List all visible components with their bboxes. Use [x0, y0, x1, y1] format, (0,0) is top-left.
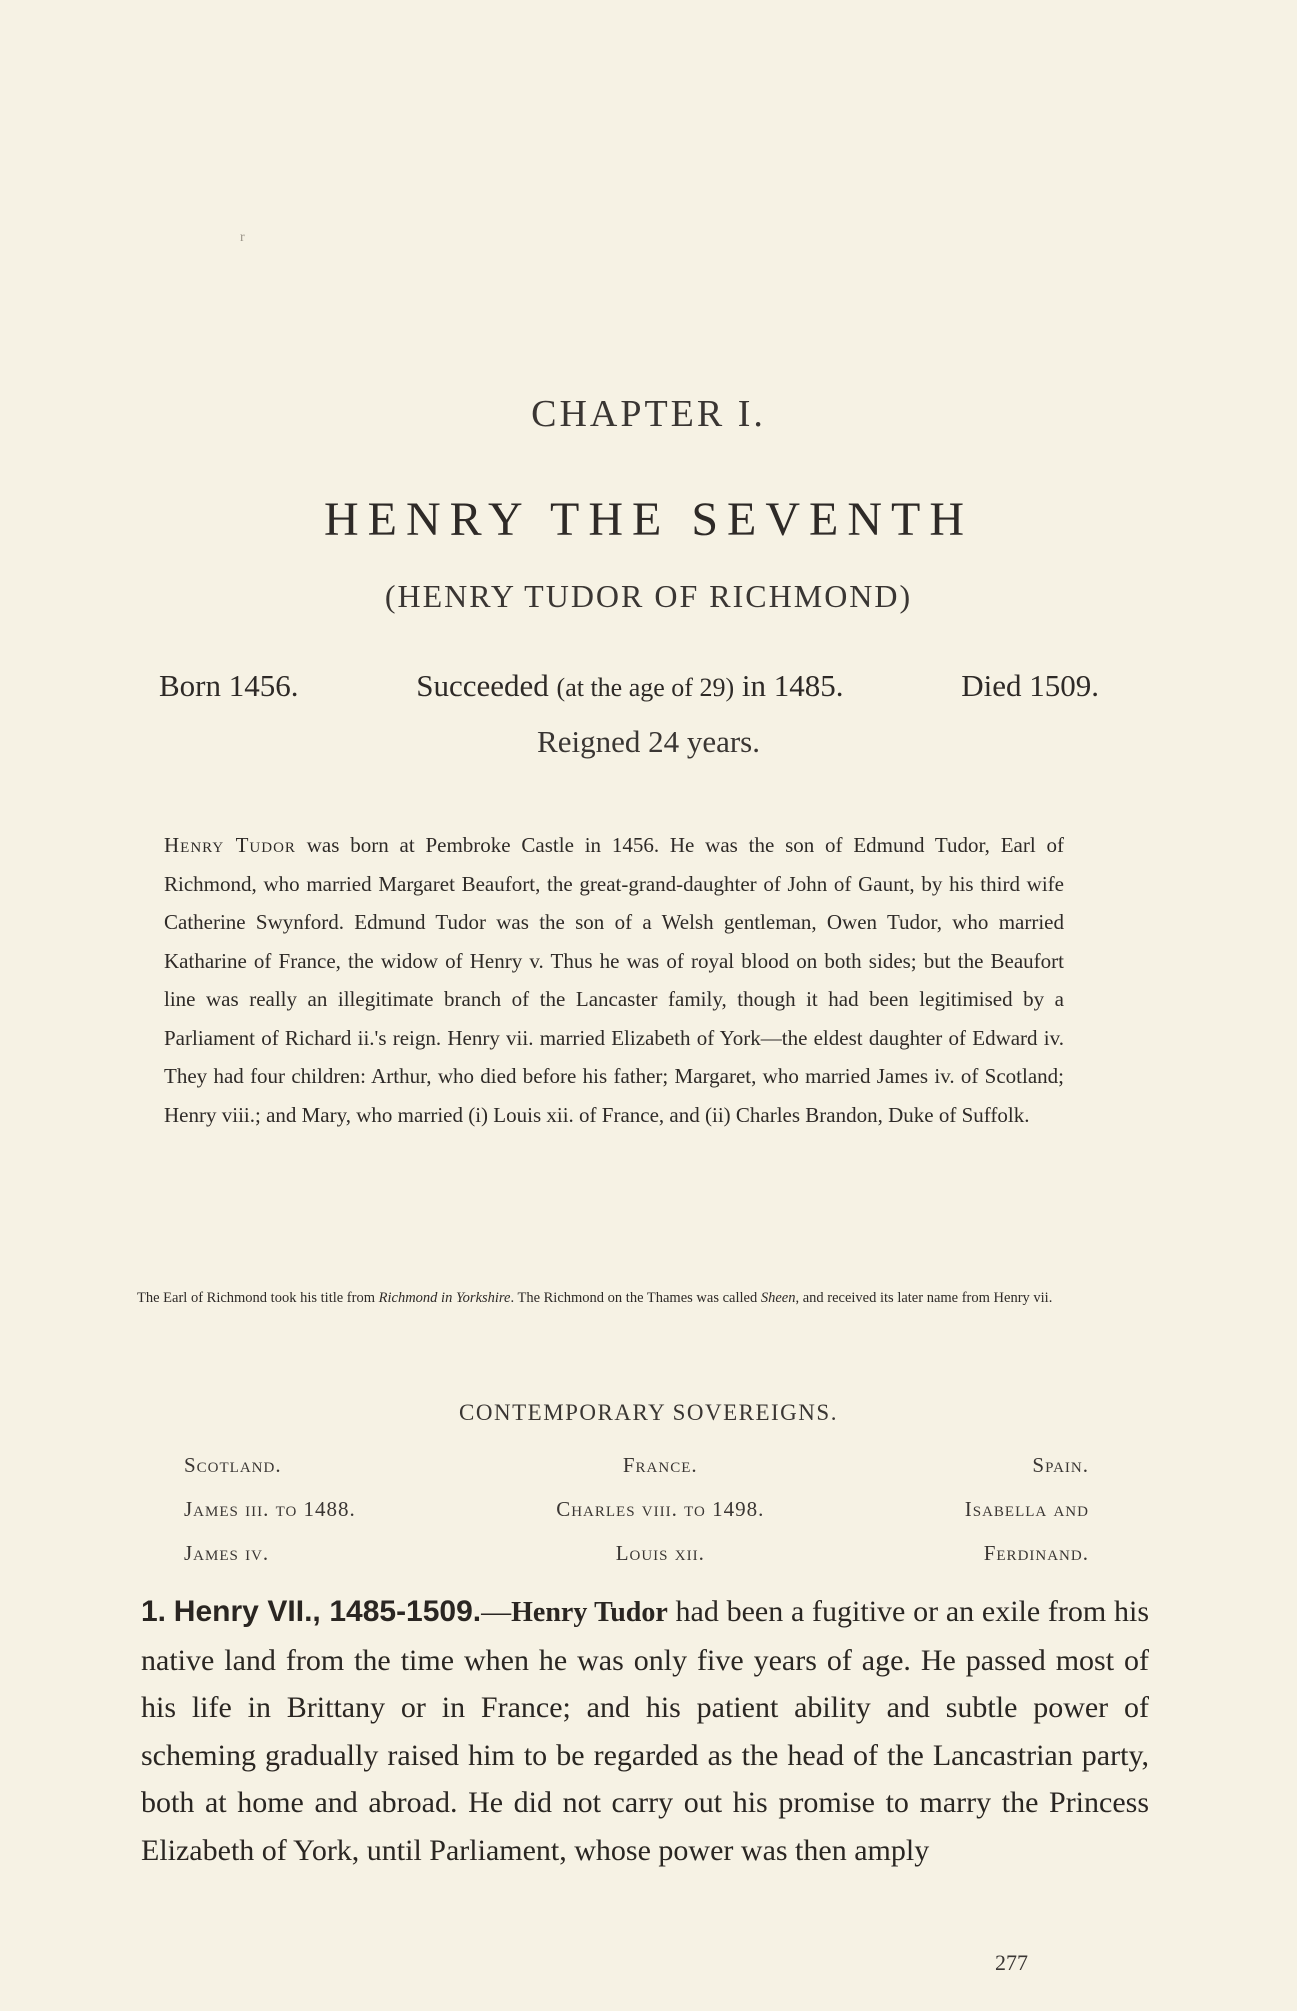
- sovereign-entry: Louis xii.: [615, 1541, 705, 1565]
- section-lead: Henry Tudor: [511, 1597, 668, 1628]
- succeeded-age: (at the age of 29): [556, 673, 735, 702]
- country-label: Spain.: [1032, 1453, 1089, 1477]
- section-1-paragraph: [141, 1588, 1149, 1874]
- reign-length: Reigned 24 years.: [537, 724, 760, 759]
- footnote-part-2: . The Richmond on the Thames was called: [510, 1290, 761, 1306]
- page-number: 277: [995, 1950, 1028, 1975]
- section-heading: Henry VII., 1485-1509.: [173, 1595, 482, 1628]
- footnote: [137, 1287, 1145, 1309]
- sovereigns-column-scotland: [184, 1443, 356, 1575]
- country-label: Scotland.: [184, 1453, 282, 1477]
- sovereigns-column-spain: [965, 1443, 1089, 1575]
- died-date: Died 1509.: [961, 668, 1099, 703]
- section-dash: —: [481, 1595, 512, 1628]
- succeeded-label: Succeeded: [416, 668, 549, 703]
- page-subtitle: (HENRY TUDOR OF RICHMOND): [384, 578, 913, 614]
- succeeded-date: [416, 668, 843, 704]
- section-number: 1.: [141, 1595, 167, 1628]
- footnote-part-3: , and received its later name from Henry vii.: [795, 1290, 1053, 1306]
- page-title: HENRY THE SEVENTH: [324, 493, 973, 546]
- country-label: France.: [622, 1453, 698, 1477]
- sovereigns-table: [184, 1443, 1089, 1575]
- footnote-part-1: The Earl of Richmond took his title from: [137, 1290, 379, 1306]
- footnote-italic-1: Richmond in Yorkshire: [378, 1290, 511, 1306]
- succeeded-year: in 1485.: [741, 668, 844, 703]
- sovereign-entry: Charles viii. to 1498.: [556, 1497, 765, 1521]
- section-text: had been a fugitive or an exile from his native land from the time when he was only five years of age. He passed most of his life in Brittany or in France; and his patient ability and subtle power of scheming gradually raised him to be regarded as the head of the Lancastrian party, both at home and abroad. He did not carry out his promise to marry the Princess Elizabeth of York, until Parliament, whose power was then amply: [141, 1595, 1150, 1867]
- intro-text: was born at Pembroke Castle in 1456. He was the son of Edmund Tudor, Earl of Richmond, who married Margaret Beaufort, the great-grand-daughter of John of Gaunt, by his third wife Catherine Swynford. Edmund Tudor was the son of a Welsh gentleman, Owen Tudor, who married Katharine of France, the widow of Henry v. Thus he was of royal blood on both sides; but the Beaufort line was really an illegitimate branch of the Lancaster family, though it had been legitimised by a Parliament of Richard ii.'s reign. Henry vii. married Elizabeth of York—the eldest daughter of Edward iv. They had four children: Arthur, who died before his father; Margaret, who married James iv. of Scotland; Henry viii.; and Mary, who married (i) Louis xii. of France, and (ii) Charles Brandon, Duke of Suffolk.: [164, 833, 1065, 1127]
- stray-mark: r: [240, 230, 245, 245]
- intro-paragraph: [164, 826, 1064, 1134]
- footnote-italic-2: Sheen: [760, 1290, 796, 1306]
- sovereigns-column-france: [556, 1443, 764, 1575]
- intro-lead-name: Henry Tudor: [164, 833, 296, 857]
- sovereign-entry: Ferdinand.: [983, 1541, 1089, 1565]
- sovereign-entry: James iii. to 1488.: [184, 1497, 356, 1521]
- chapter-heading: CHAPTER I.: [531, 393, 766, 435]
- sovereign-entry: Isabella and: [964, 1497, 1089, 1521]
- reign-dates: [159, 668, 1099, 704]
- born-date: Born 1456.: [159, 668, 299, 703]
- contemporary-heading: CONTEMPORARY SOVEREIGNS.: [459, 1400, 838, 1425]
- sovereign-entry: James iv.: [184, 1541, 270, 1565]
